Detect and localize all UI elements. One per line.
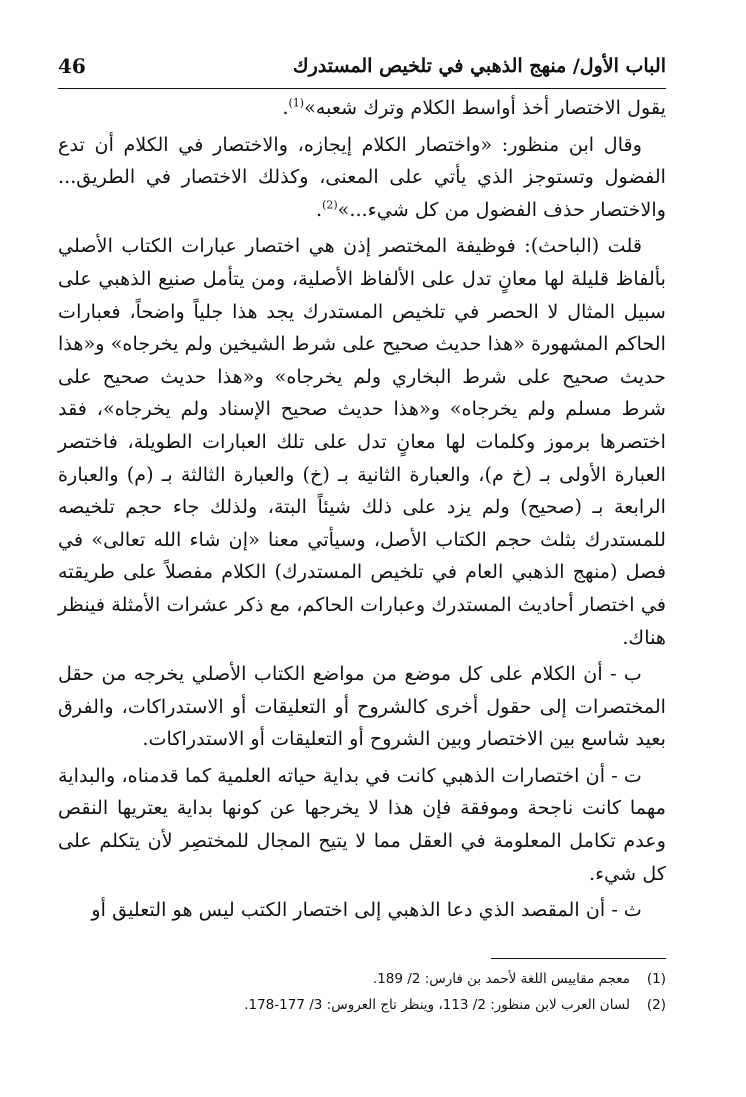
paragraph: وقال ابن منظور: «واختصار الكلام إيجازه، والاختصار في الكلام أن تدع الفضول وتستوجز الذي يأتي على المعنى، وكذلك الاختصار في الطريق... والاختصار حذف الفضول من كل شيء...»$^{(2)}$. [58, 132, 666, 221]
footnote-ref: (2) [322, 198, 338, 212]
footnote-number: (1) [646, 971, 666, 987]
main-text [58, 92, 666, 931]
page-header [58, 46, 666, 86]
paragraph: يقول الاختصار أخذ أواسط الكلام وترك شعبه»$^{(1)}$. [282, 96, 666, 119]
footnote-ref: (1) [288, 96, 305, 110]
paragraph: ب - أن الكلام على كل موضع من مواضع الكتاب الأصلي يخرجه من حقل المختصرات إلى حقول أخرى كالشروح أو التعليقات أو الاستدراكات، والفرق بعيد شاسع بين الاختصار وبين الشروح أو التعليقات أو الاستدراكات. [58, 662, 666, 751]
footnote-rule [491, 958, 666, 959]
running-title: الباب الأول/ منهج الذهبي في تلخيص المستدرك [292, 55, 666, 77]
footnote-text: لسان العرب لابن منظور: 2/ 113، وينظر تاج العروس: 3/ 177-178. [244, 997, 630, 1013]
header-rule [58, 88, 666, 89]
paragraph: ت - أن اختصارات الذهبي كانت في بداية حياته العلمية كما قدمناه، والبداية مهما كانت ناجحة وموفقة فإن هذا لا يخرجها عن كونها بداية يعتريها النقص وعدم تكامل المعلومة في العقل مما لا يتيح المجال للمختصِر لأن يتكلم على كل شيء. [58, 763, 666, 885]
paragraph: ث - أن المقصد الذي دعا الذهبي إلى اختصار الكتب ليس هو التعليق أو [91, 898, 642, 922]
footnote [58, 966, 666, 992]
footnotes [58, 966, 666, 1018]
page-number: 46 [58, 54, 86, 78]
footnote-text: معجم مقاييس اللغة لأحمد بن فارس: 2/ 189. [372, 971, 630, 987]
footnote [58, 992, 666, 1018]
paragraph: قلت (الباحث): فوظيفة المختصر إذن هي اختصار عبارات الكتاب الأصلي بألفاظ قليلة لها معانٍ تدل على الألفاظ الأصلية، ومن يتأمل صنيع الذهبي على سبيل المثال لا الحصر في تلخيص المستدرك يجد هذا جلياً واضحاً، فعبارات الحاكم المشهورة «هذا حديث صحيح على شرط الشيخين ولم يخرجاه» و«هذا حديث صحيح على شرط البخاري ولم يخرجاه» و«هذا حديث صحيح على شرط مسلم ولم يخرجاه» و«هذا حديث صحيح الإسناد ولم يخرجاه»، فقد اختصرها برموز وكلمات لها معانٍ تدل على تلك العبارات الطويلة، فاختصر العبارة الأولى بـ (خ م)، والعبارة الثانية بـ (خ) والعبارة الثالثة بـ (م) والعبارة الرابعة بـ (صحيح) ولم يزد على ذلك شيئاً البتة، ولذلك جاء حجم تلخيصه للمستدرك بثلث حجم الكتاب الأصل، وسيأتي معنا «إن شاء الله تعالى» في فصل (منهج الذهبي العام في تلخيص المستدرك) الكلام مفصلاً على طريقته في اختصار أحاديث المستدرك وعبارات الحاكم، مع ذكر عشرات الأمثلة فينظر هناك. [58, 234, 666, 649]
footnote-number: (2) [646, 997, 666, 1013]
